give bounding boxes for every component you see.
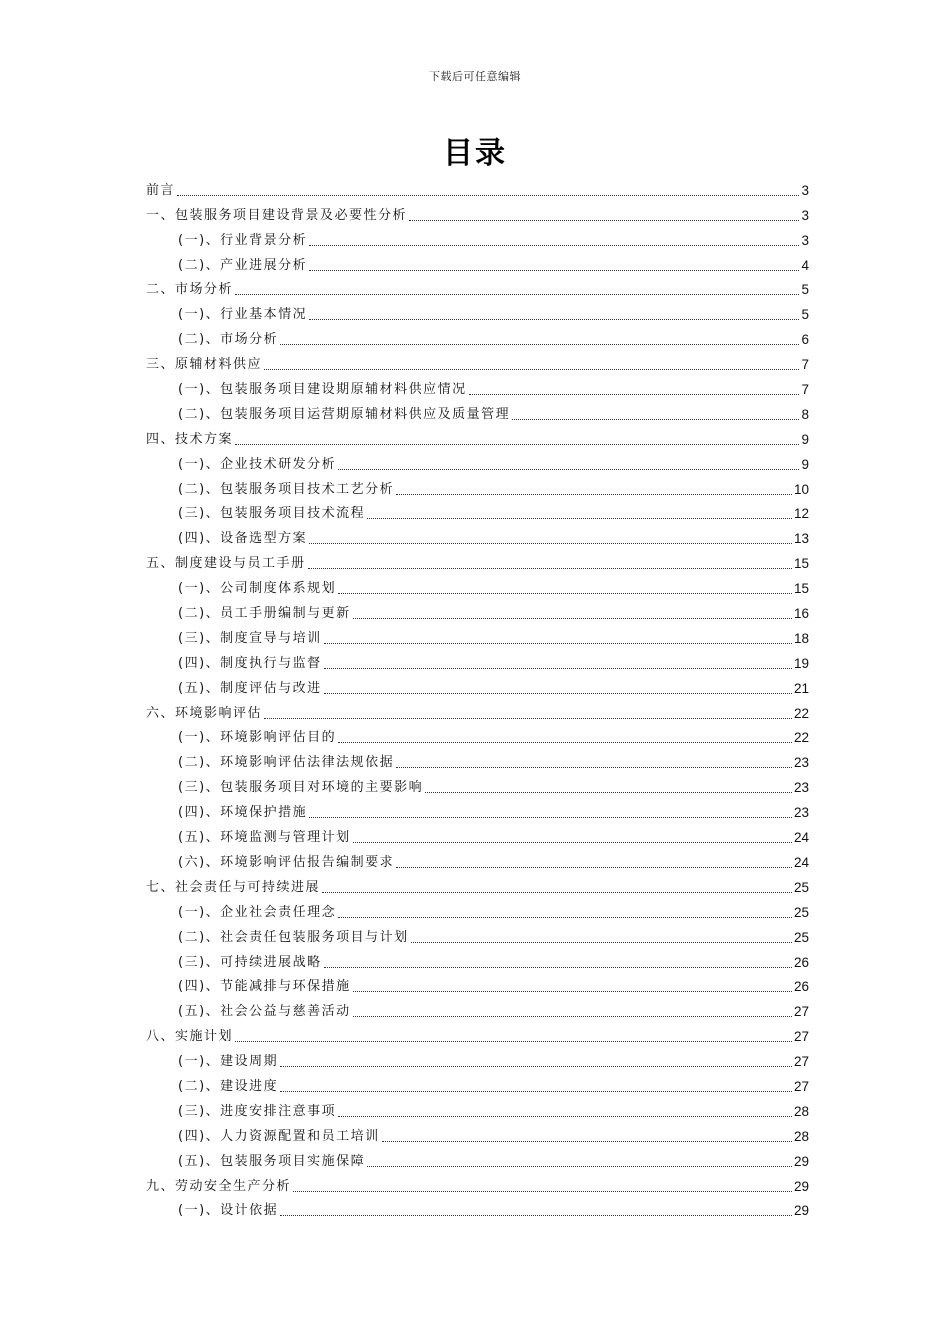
toc-entry-title: (一)、公司制度体系规划 — [178, 581, 337, 597]
toc-entry-title: (五)、制度评估与改进 — [178, 680, 322, 696]
dot-leader — [367, 518, 792, 519]
dot-leader — [382, 1141, 792, 1142]
dot-leader — [264, 718, 792, 719]
toc-entry-title: (一)、企业社会责任理念 — [178, 904, 337, 920]
dot-leader — [280, 1091, 792, 1092]
toc-entry-title: 六、环境影响评估 — [146, 705, 263, 721]
toc-entry[interactable] — [146, 1197, 809, 1222]
dot-leader — [396, 767, 792, 768]
dot-leader — [235, 294, 799, 295]
toc-entry-title: 前言 — [146, 182, 176, 198]
toc-entry-page-number: 23 — [793, 780, 809, 796]
toc-entry-title: (三)、可持续进展战略 — [178, 954, 322, 970]
toc-entry[interactable] — [146, 699, 809, 724]
toc-entry-title: (二)、市场分析 — [178, 332, 279, 348]
toc-entry-title: (一)、企业技术研发分析 — [178, 456, 337, 472]
dot-leader — [411, 942, 792, 943]
toc-entry-title: (五)、社会公益与慈善活动 — [178, 1004, 351, 1020]
toc-entry-page-number: 29 — [793, 1178, 809, 1194]
toc-entry-page-number: 6 — [801, 332, 809, 348]
toc-entry-page-number: 12 — [793, 506, 809, 522]
toc-entry[interactable] — [146, 748, 809, 773]
toc-entry-page-number: 15 — [793, 581, 809, 597]
toc-entry[interactable] — [146, 400, 809, 425]
dot-leader — [512, 419, 799, 420]
toc-entry-page-number: 25 — [793, 904, 809, 920]
toc-entry[interactable] — [146, 325, 809, 350]
dot-leader — [353, 842, 792, 843]
toc-entry[interactable] — [146, 973, 809, 998]
toc-entry[interactable] — [146, 1147, 809, 1172]
dot-leader — [309, 319, 799, 320]
toc-entry[interactable] — [146, 923, 809, 948]
toc-entry[interactable] — [146, 475, 809, 500]
dot-leader — [309, 245, 799, 246]
toc-entry-page-number: 8 — [801, 406, 809, 422]
dot-leader — [235, 1041, 792, 1042]
toc-entry-page-number: 5 — [801, 307, 809, 323]
dot-leader — [409, 220, 799, 221]
dot-leader — [264, 369, 799, 370]
toc-entry-title: (一)、建设周期 — [178, 1054, 279, 1070]
toc-entry-title: (三)、包装服务项目对环境的主要影响 — [178, 780, 424, 796]
toc-entry-title: 五、制度建设与员工手册 — [146, 556, 306, 572]
toc-entry-page-number: 22 — [793, 730, 809, 746]
toc-entry-title: (二)、包装服务项目运营期原辅材料供应及质量管理 — [178, 406, 511, 422]
toc-entry[interactable] — [146, 724, 809, 749]
toc-entry[interactable] — [146, 251, 809, 276]
table-of-contents — [146, 176, 809, 1221]
toc-entry-page-number: 26 — [793, 954, 809, 970]
toc-entry-page-number: 28 — [793, 1103, 809, 1119]
toc-entry[interactable] — [146, 176, 809, 201]
toc-entry[interactable] — [146, 425, 809, 450]
toc-entry-title: (六)、环境影响评估报告编制要求 — [178, 854, 395, 870]
toc-entry[interactable] — [146, 450, 809, 475]
dot-leader — [353, 1016, 792, 1017]
toc-entry[interactable] — [146, 574, 809, 599]
toc-entry-page-number: 23 — [793, 805, 809, 821]
toc-entry-title: (二)、员工手册编制与更新 — [178, 606, 351, 622]
toc-entry-title: 四、技术方案 — [146, 431, 234, 447]
toc-entry-title: 七、社会责任与可持续进展 — [146, 879, 321, 895]
toc-entry-title: (一)、行业基本情况 — [178, 307, 308, 323]
toc-entry-page-number: 24 — [793, 854, 809, 870]
dot-leader — [353, 991, 792, 992]
toc-entry[interactable] — [146, 823, 809, 848]
toc-entry-title: (三)、制度宣导与培训 — [178, 630, 322, 646]
toc-entry-page-number: 19 — [793, 655, 809, 671]
toc-entry-page-number: 26 — [793, 979, 809, 995]
toc-entry-page-number: 4 — [801, 257, 809, 273]
toc-entry[interactable] — [146, 649, 809, 674]
dot-leader — [293, 1191, 792, 1192]
toc-entry-title: (三)、包装服务项目技术流程 — [178, 506, 366, 522]
toc-entry[interactable] — [146, 674, 809, 699]
toc-entry-title: 二、市场分析 — [146, 282, 234, 298]
toc-entry-title: (一)、行业背景分析 — [178, 232, 308, 248]
toc-entry[interactable] — [146, 1047, 809, 1072]
toc-entry-page-number: 28 — [793, 1128, 809, 1144]
toc-entry-page-number: 29 — [793, 1153, 809, 1169]
dot-leader — [324, 643, 792, 644]
toc-entry-title: (二)、环境影响评估法律法规依据 — [178, 755, 395, 771]
toc-entry-page-number: 10 — [793, 481, 809, 497]
toc-entry[interactable] — [146, 549, 809, 574]
dot-leader — [338, 917, 792, 918]
toc-entry[interactable] — [146, 798, 809, 823]
dot-leader — [338, 742, 792, 743]
toc-entry-page-number: 29 — [793, 1203, 809, 1219]
dot-leader — [469, 394, 800, 395]
dot-leader — [396, 867, 792, 868]
toc-entry[interactable] — [146, 524, 809, 549]
dot-leader — [309, 270, 799, 271]
toc-entry[interactable] — [146, 624, 809, 649]
toc-entry-page-number: 25 — [793, 879, 809, 895]
dot-leader — [324, 967, 792, 968]
toc-entry-page-number: 16 — [793, 606, 809, 622]
toc-entry[interactable] — [146, 1072, 809, 1097]
toc-entry-title: (四)、制度执行与监督 — [178, 655, 322, 671]
toc-entry-title: (三)、进度安排注意事项 — [178, 1103, 337, 1119]
toc-entry-page-number: 27 — [793, 1029, 809, 1045]
toc-entry-title: (二)、产业进展分析 — [178, 257, 308, 273]
toc-entry-page-number: 13 — [793, 531, 809, 547]
toc-entry-page-number: 23 — [793, 755, 809, 771]
toc-entry[interactable] — [146, 226, 809, 251]
toc-entry-title: (四)、节能减排与环保措施 — [178, 979, 351, 995]
dot-leader — [309, 543, 792, 544]
dot-leader — [324, 693, 792, 694]
toc-entry-page-number: 22 — [793, 705, 809, 721]
dot-leader — [338, 469, 799, 470]
toc-entry-page-number: 27 — [793, 1004, 809, 1020]
toc-entry-title: 一、包装服务项目建设背景及必要性分析 — [146, 207, 408, 223]
toc-entry-page-number: 25 — [793, 929, 809, 945]
toc-entry-page-number: 3 — [801, 232, 809, 248]
toc-entry-page-number: 7 — [801, 357, 809, 373]
toc-entry-page-number: 3 — [801, 182, 809, 198]
header-note: 下载后可任意编辑 — [429, 70, 521, 83]
toc-entry-page-number: 9 — [801, 456, 809, 472]
dot-leader — [280, 1066, 792, 1067]
toc-entry[interactable] — [146, 1172, 809, 1197]
toc-entry[interactable] — [146, 1122, 809, 1147]
dot-leader — [338, 593, 792, 594]
dot-leader — [425, 792, 792, 793]
toc-entry-title: 三、原辅材料供应 — [146, 357, 263, 373]
toc-entry[interactable] — [146, 375, 809, 400]
toc-entry-title: (四)、人力资源配置和员工培训 — [178, 1128, 380, 1144]
dot-leader — [322, 892, 792, 893]
toc-entry[interactable] — [146, 350, 809, 375]
toc-entry[interactable] — [146, 500, 809, 525]
toc-entry-page-number: 9 — [801, 431, 809, 447]
toc-entry[interactable] — [146, 201, 809, 226]
toc-entry-title: (一)、包装服务项目建设期原辅材料供应情况 — [178, 382, 467, 398]
dot-leader — [353, 618, 792, 619]
toc-entry[interactable] — [146, 997, 809, 1022]
toc-entry[interactable] — [146, 599, 809, 624]
dot-leader — [177, 195, 799, 196]
toc-entry-page-number: 21 — [793, 680, 809, 696]
toc-entry-page-number: 5 — [801, 282, 809, 298]
toc-entry-title: (一)、环境影响评估目的 — [178, 730, 337, 746]
dot-leader — [308, 568, 792, 569]
toc-entry-title: (二)、社会责任包装服务项目与计划 — [178, 929, 409, 945]
dot-leader — [309, 817, 792, 818]
toc-entry-title: (五)、包装服务项目实施保障 — [178, 1153, 366, 1169]
toc-entry-page-number: 7 — [801, 382, 809, 398]
toc-entry[interactable] — [146, 873, 809, 898]
toc-entry[interactable] — [146, 1097, 809, 1122]
toc-entry-title: (二)、建设进度 — [178, 1078, 279, 1094]
toc-entry[interactable] — [146, 773, 809, 798]
toc-entry[interactable] — [146, 898, 809, 923]
dot-leader — [324, 668, 792, 669]
toc-entry-title: (四)、设备选型方案 — [178, 531, 308, 547]
toc-entry-page-number: 27 — [793, 1078, 809, 1094]
toc-entry[interactable] — [146, 948, 809, 973]
dot-leader — [280, 1215, 792, 1216]
toc-entry[interactable] — [146, 300, 809, 325]
dot-leader — [367, 1166, 792, 1167]
toc-entry-title: (一)、设计依据 — [178, 1203, 279, 1219]
toc-entry-page-number: 27 — [793, 1054, 809, 1070]
toc-entry-page-number: 3 — [801, 207, 809, 223]
dot-leader — [396, 494, 792, 495]
toc-entry-title: (二)、包装服务项目技术工艺分析 — [178, 481, 395, 497]
toc-entry[interactable] — [146, 848, 809, 873]
toc-entry-title: (五)、环境监测与管理计划 — [178, 830, 351, 846]
dot-leader — [235, 444, 799, 445]
toc-entry-page-number: 24 — [793, 830, 809, 846]
dot-leader — [338, 1116, 792, 1117]
toc-entry[interactable] — [146, 276, 809, 301]
toc-entry-title: 八、实施计划 — [146, 1029, 234, 1045]
toc-entry-title: 九、劳动安全生产分析 — [146, 1178, 292, 1194]
toc-entry-page-number: 18 — [793, 630, 809, 646]
page-title: 目录 — [443, 136, 507, 171]
dot-leader — [280, 344, 799, 345]
toc-entry-title: (四)、环境保护措施 — [178, 805, 308, 821]
toc-entry-page-number: 15 — [793, 556, 809, 572]
toc-entry[interactable] — [146, 1022, 809, 1047]
